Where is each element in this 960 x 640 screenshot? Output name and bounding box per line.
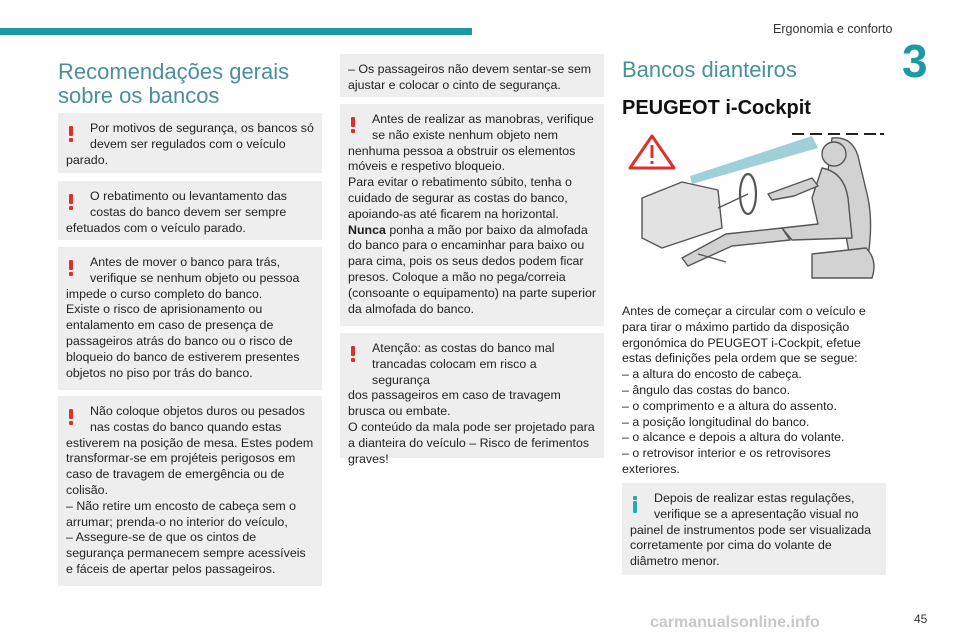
warning-text-bold: Nunca <box>348 222 386 237</box>
warning-text-rest: dos passageiros em caso de travagem brusca ou embate. O conteúdo da mala pode ser projetado para a dianteira do veículo – Risco de ferimentos graves! <box>348 388 595 466</box>
watermark: carmanualsonline.info <box>650 614 820 631</box>
warning-icon <box>66 260 75 275</box>
header-accent-bar <box>0 28 472 35</box>
sight-line <box>690 136 818 184</box>
warning-triangle-icon <box>630 136 674 168</box>
warning-box-backrest-fold <box>58 181 322 240</box>
warning-text-rest: estiverem na posição de mesa. Estes podem transformar-se em projéteis perigosos em caso de travagem de emergência ou de colisão. – Não retire um encosto de cabeça sem o arrumar; prenda-o no interior do veículo, – Assegure-se de que os cintos de segurança permanecem sempre acessíveis e fáceis de apertar pelos passageiros. <box>66 435 314 576</box>
warning-box-manoeuvres <box>340 104 604 326</box>
warning-icon <box>348 346 357 361</box>
warning-text-first: Antes de realizar as manobras, verifique se não existe nenhum objeto nem <box>372 112 594 142</box>
warning-icon <box>66 194 75 209</box>
warning-icon <box>66 409 75 424</box>
note-box-seatbelt <box>340 54 604 97</box>
warning-text-first: O rebatimento ou levantamento das costas do banco devem ser sempre <box>90 189 287 219</box>
warning-box-backrest-lock <box>340 333 604 466</box>
info-icon <box>630 496 639 511</box>
info-text-first: Depois de realizar estas regulações, verifique se a apresentação visual no <box>654 491 859 521</box>
warning-text-first: Não coloque objetos duros ou pesados nas costas do banco quando estas <box>90 404 305 434</box>
warning-text-first: Por motivos de segurança, os bancos só devem ser regulados com o veículo <box>90 121 314 151</box>
front-seats-title: Bancos dianteiros <box>622 57 797 82</box>
warning-box-adjust-stopped <box>58 113 322 173</box>
warning-text-first: Antes de mover o banco para trás, verifique se nenhum objeto ou pessoa <box>90 255 300 285</box>
info-text-rest: painel de instrumentos pode ser visualizada corretamente por cima do volante de diâmetro menor. <box>630 522 872 569</box>
title-line-1: Recomendações gerais <box>58 59 290 84</box>
section-title: Ergonomia e conforto <box>773 22 893 36</box>
warning-text-first: Atenção: as costas do banco mal trancadas colocam em risco a segurança <box>372 341 555 387</box>
warning-text-rest: efetuados com o veículo parado. <box>66 220 246 235</box>
warning-text-tail: ponha a mão por baixo da almofada do banco para o encaminhar para baixo ou para cima, pois os seus dedos podem ficar presos. Coloque a mão no pega/correia (consoante o equipamento) na parte superior da almofada do banco. <box>348 222 596 316</box>
note-text: – Os passageiros não devem sentar-se sem ajustar e colocar o cinto de segurança. <box>348 62 592 92</box>
warning-text-rest: nenhuma pessoa a obstruir os elementos móveis e respetivo bloqueio. Para evitar o rebatimento súbito, tenha o cuidado de segurar as costas do banco, apoiando-as até ficarem na horizontal. <box>348 143 576 221</box>
i-cockpit-diagram <box>622 128 884 288</box>
warning-icon <box>348 117 357 132</box>
i-cockpit-subtitle: PEUGEOT i-Cockpit <box>622 97 811 119</box>
chapter-number: 3 <box>902 35 928 87</box>
title-line-2: sobre os bancos <box>58 83 220 108</box>
warning-text-rest: parado. <box>66 152 109 167</box>
general-recommendations-title <box>58 60 289 108</box>
info-box-display-check <box>622 483 886 575</box>
page-number: 45 <box>914 612 928 626</box>
warning-box-hard-objects <box>58 396 322 586</box>
adjustment-intro: Antes de começar a circular com o veículo e para tirar o máximo partido da disposição ergonómica do PEUGEOT i-Cockpit, efetue estas definições pela ordem que se segue: – a altura do encosto de cabeça. – ângulo das costas do banco. – o comprimento e a altura do assento. – a posição longitudinal do banco. – o alcance e depois a altura do volante. – o retrovisor interior e os retrovisores exteriores. <box>622 304 866 476</box>
warning-box-move-seat-back <box>58 247 322 390</box>
warning-icon <box>66 126 75 141</box>
warning-text-rest: impede o curso completo do banco. Existe o risco de aprisionamento ou entalamento em caso de presença de passageiros atrás do banco ou o risco de bloqueio do banco de estiverem presentes objetos no piso por trás do banco. <box>66 286 300 380</box>
